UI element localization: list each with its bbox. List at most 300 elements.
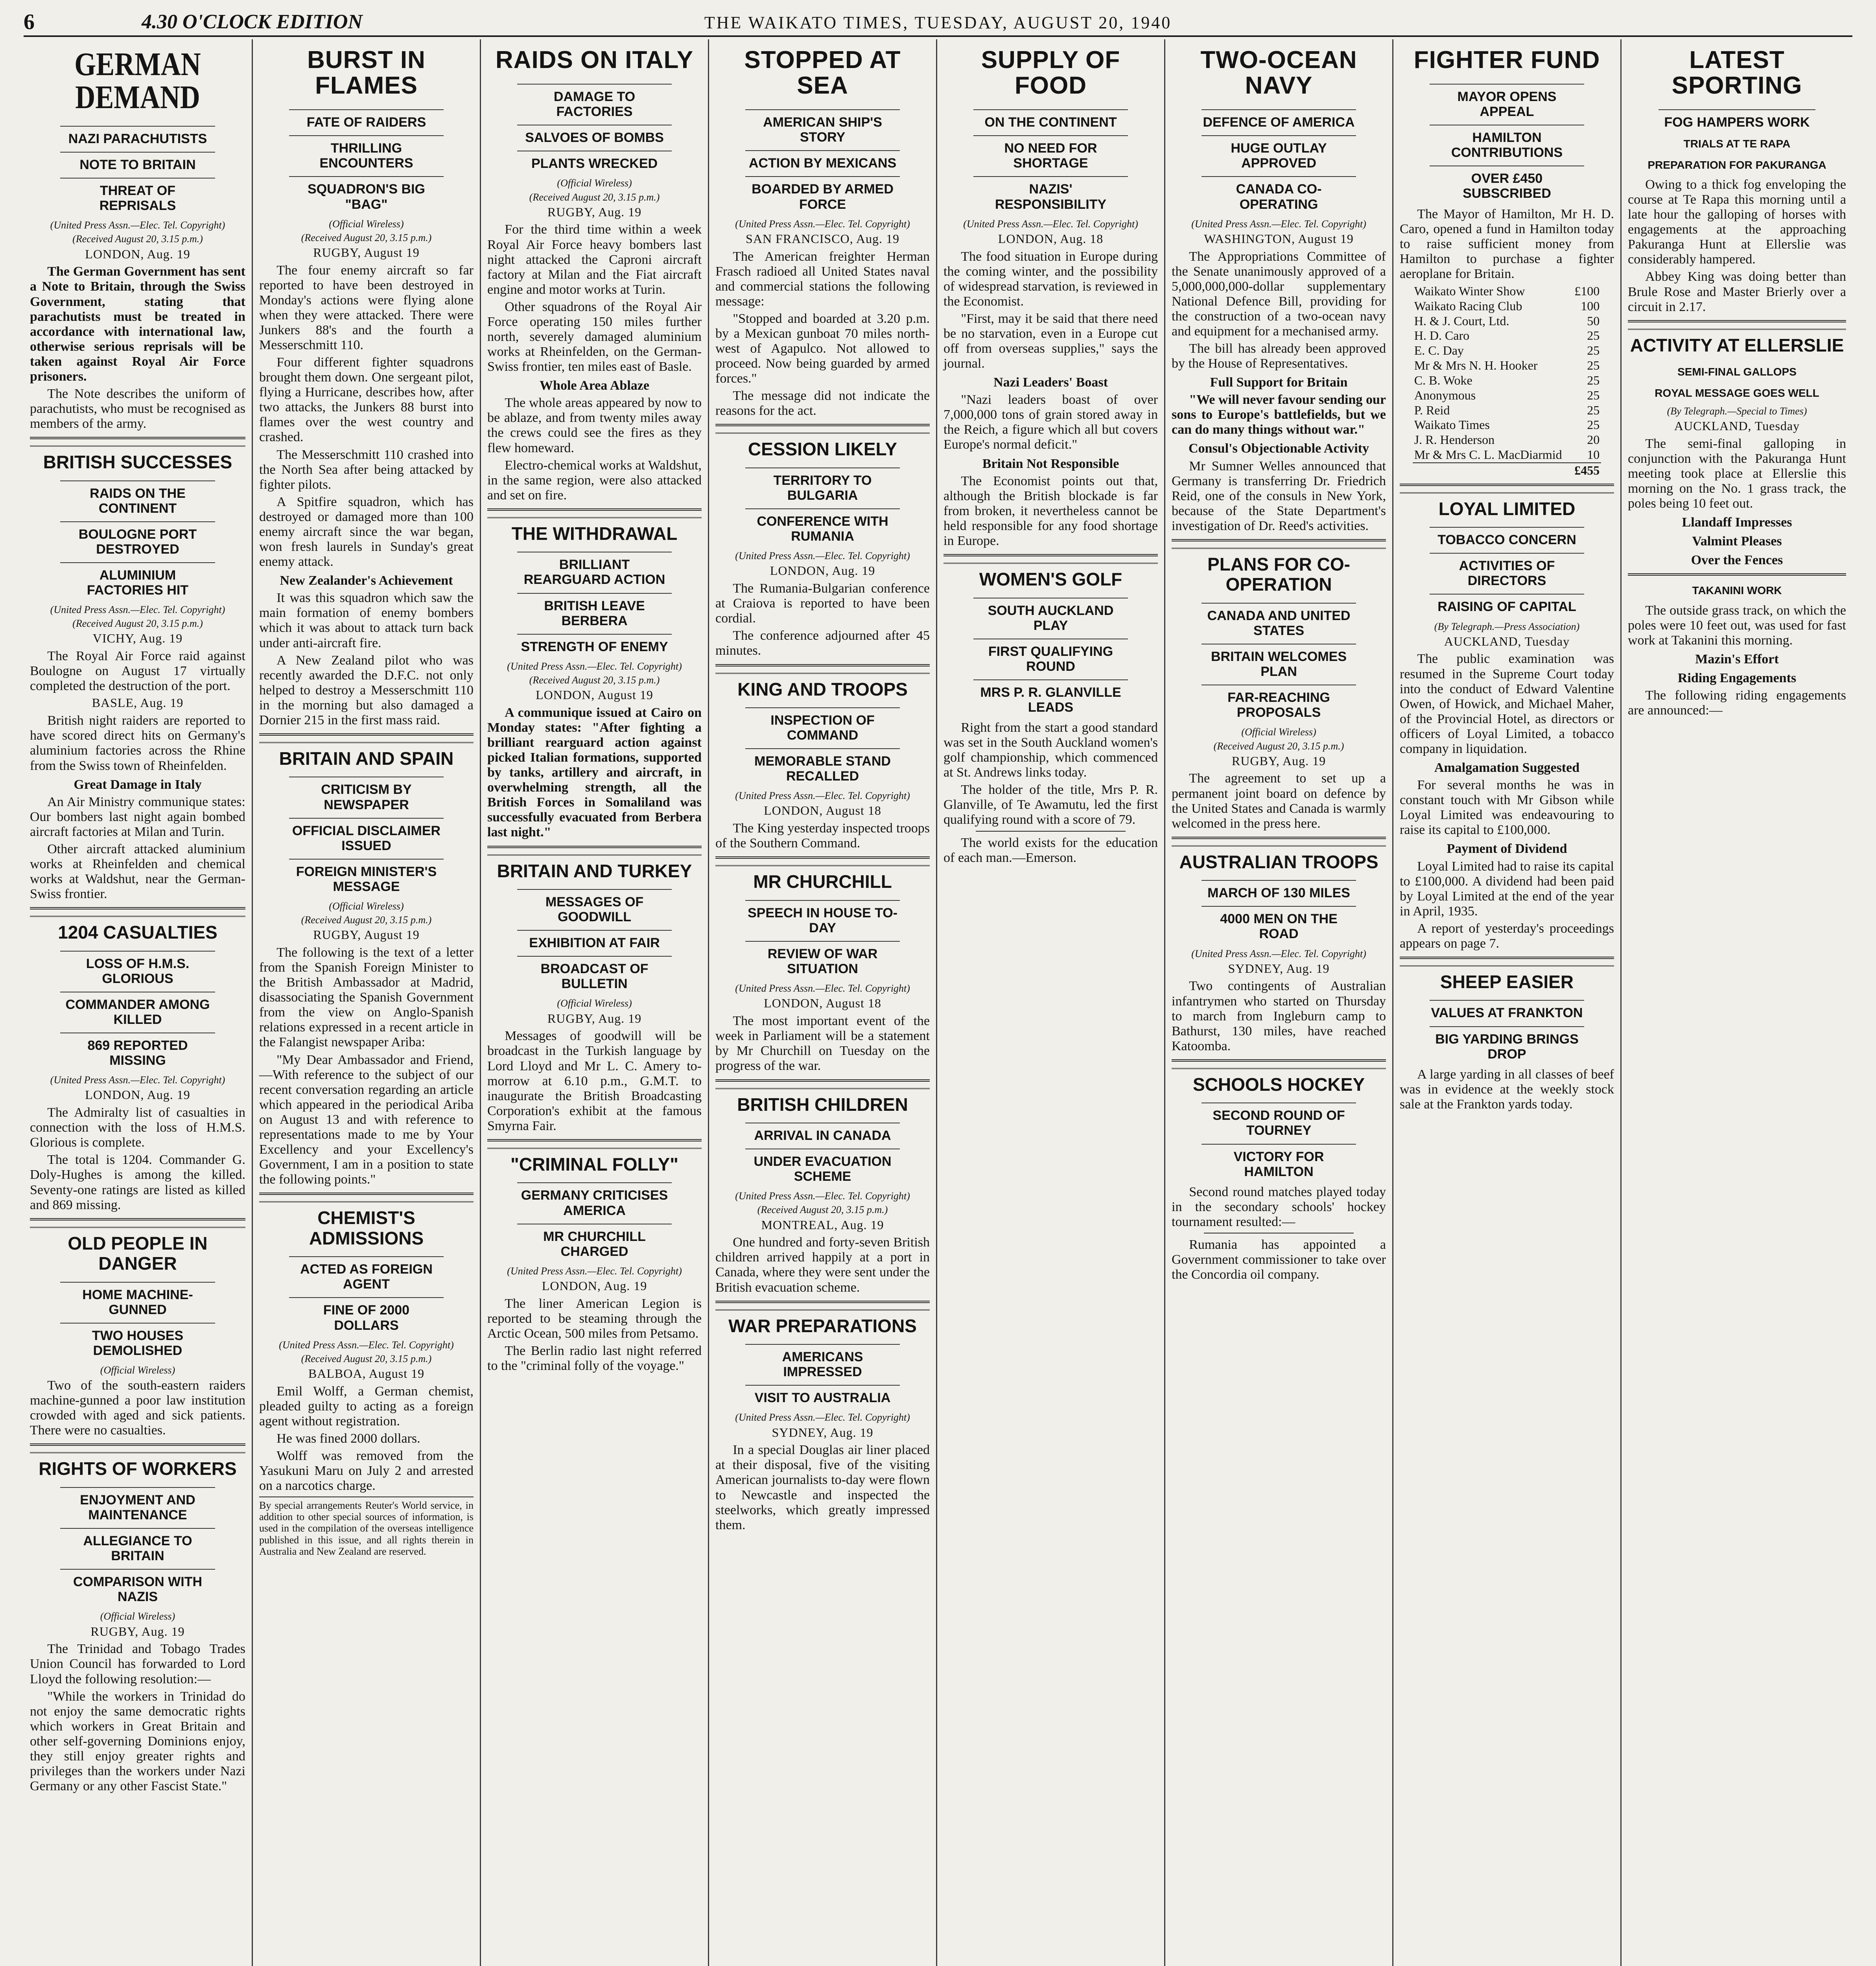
- subscription-amount: 25: [1587, 358, 1600, 373]
- article-paragraph: The public examination was resumed in the Supreme Court today into the conduct of Edward Valentine Owen, of Howick, and Michael Maher, of the Provincial Hotel, as directors or officers of Loyal Limited, a tobacco company in liquidation.: [1400, 652, 1614, 756]
- subhead: BROADCAST OF BULLETIN: [517, 956, 671, 995]
- article-paragraph: Second round matches played today in the secondary schools' hockey tournament resulted:—: [1172, 1184, 1386, 1229]
- article-paragraph: Two of the south-eastern raiders machine-gunned a poor law institution crowded with aged and sick patients. There were no casualties.: [30, 1378, 245, 1438]
- article-paragraph: The message did not indicate the reasons for the act.: [715, 388, 930, 418]
- article-paragraph: The agreement to set up a permanent joint board on defence by the United States and Canada is warmly welcomed in the press here.: [1172, 771, 1386, 831]
- headline-british-successes: BRITISH SUCCESSES: [30, 445, 245, 477]
- subhead: VALUES AT FRANKTON: [1430, 1000, 1584, 1024]
- divider: [487, 846, 702, 848]
- subhead: BRITISH LEAVE BERBERA: [517, 593, 671, 632]
- article-paragraph: The Messerschmitt 110 crashed into the North Sea after being attacked by fighter pilots.: [259, 447, 474, 492]
- article-paragraph: Emil Wolff, a German chemist, pleaded guilty to acting as a foreign agent without registration.: [259, 1384, 474, 1428]
- article-paragraph: Two contingents of Australian infantrymen who started on Thursday to march from Ingleburn camp to Bathurst, 130 miles, have reached Katoomba.: [1172, 979, 1386, 1053]
- article-paragraph: The Trinidad and Tobago Trades Union Council has forwarded to Lord Lloyd the following resolution:—: [30, 1642, 245, 1686]
- subhead: AMERICANS IMPRESSED: [745, 1344, 899, 1383]
- masthead: [24, 8, 1852, 37]
- subhead: DAMAGE TO FACTORIES: [517, 84, 671, 123]
- article-dateline: LONDON, August 18: [764, 803, 881, 818]
- subhead: ACTED AS FOREIGN AGENT: [289, 1256, 443, 1296]
- subscription-amount: 50: [1587, 313, 1600, 328]
- wire-credit: (United Press Assn.—Elec. Tel. Copyright): [963, 218, 1138, 230]
- article-paragraph: The Mayor of Hamilton, Mr H. D. Caro, opened a fund in Hamilton today to raise sufficient money from Hamilton to purchase a fighter aeroplane for Britain.: [1400, 206, 1614, 281]
- divider: [1172, 1059, 1386, 1062]
- article-paragraph: "First, may it be said that there need be no starvation, even in a Europe cut off from overseas supplies," says the journal.: [944, 311, 1158, 371]
- subscription-row: [1413, 403, 1601, 418]
- wire-credit: (United Press Assn.—Elec. Tel. Copyright): [50, 1074, 225, 1086]
- article-paragraph: "While the workers in Trinidad do not enjoy the same democratic rights which workers in Great Britain and other self-governing Dominions enjoy, they still enjoy greater rights and privileges than the workers under Nazi Germany or any other Fascist State.": [30, 1689, 245, 1794]
- section-subhead: Consul's Objectionable Activity: [1188, 441, 1369, 456]
- headline-war-preparations: WAR PREPARATIONS: [715, 1309, 930, 1340]
- subscriber-name: H. D. Caro: [1414, 328, 1470, 343]
- subhead: NAZIS' RESPONSIBILITY: [973, 176, 1128, 215]
- section-subhead: Payment of Dividend: [1447, 841, 1567, 856]
- article-paragraph: It was this squadron which saw the main formation of enemy bombers which it was about to attack turn back under anti-aircraft fire.: [259, 591, 474, 650]
- subhead: BRILLIANT REARGUARD ACTION: [517, 552, 671, 591]
- received-time: (Received August 20, 3.15 p.m.): [529, 674, 660, 686]
- subhead: MRS P. R. GLANVILLE LEADS: [973, 679, 1128, 719]
- wire-credit: (United Press Assn.—Elec. Tel. Copyright): [735, 550, 910, 562]
- divider: [487, 1139, 702, 1141]
- subscription-row: [1413, 433, 1601, 447]
- section-subhead: Amalgamation Suggested: [1434, 760, 1580, 775]
- column-5: [936, 39, 1164, 1966]
- subhead: CONFERENCE WITH RUMANIA: [745, 508, 899, 548]
- column-7: [1392, 39, 1620, 1966]
- subhead: GERMANY CRITICISES AMERICA: [517, 1182, 671, 1222]
- received-time: (Received August 20, 3.15 p.m.): [301, 914, 432, 926]
- divider: [30, 1443, 245, 1446]
- article-paragraph: He was fined 2000 dollars.: [276, 1431, 420, 1446]
- subscriber-name: Waikato Times: [1414, 418, 1490, 432]
- article-paragraph: Abbey King was doing better than Brule Rose and Master Brierly over a circuit in 2.17.: [1628, 269, 1846, 314]
- subscription-row: [1413, 314, 1601, 329]
- subhead: CRITICISM BY NEWSPAPER: [289, 777, 443, 816]
- headline-schools-hockey: SCHOOLS HOCKEY: [1172, 1068, 1386, 1099]
- article-paragraph: The bill has already been approved by the House of Representatives.: [1172, 341, 1386, 371]
- article-paragraph: The Royal Air Force raid against Boulogne on August 17 virtually completed the destruction of the port.: [30, 649, 245, 694]
- subscription-row: [1413, 284, 1601, 299]
- headline-stopped-at-sea: STOPPED AT SEA: [744, 46, 901, 99]
- received-time: (Received August 20, 3.15 p.m.): [301, 1353, 432, 1364]
- divider: [976, 831, 1126, 832]
- article-dateline: SAN FRANCISCO, Aug. 19: [746, 231, 899, 246]
- article-paragraph: The American freighter Herman Frasch radioed all United States naval and commercial stations the following message:: [715, 249, 930, 309]
- article-paragraph: Four different fighter squadrons brought them down. One sergeant pilot, flying a Hurricane, describes how, after two attacks, the Junkers 88 burst into flames over the west country and crashed.: [259, 355, 474, 445]
- subhead: THREAT OF REPRISALS: [60, 178, 216, 217]
- article-paragraph: The liner American Legion is reported to be steaming through the Arctic Ocean, 500 miles from Petsamo.: [487, 1296, 702, 1341]
- article-paragraph: In a special Douglas air liner placed at their disposal, five of the visiting American journalists to-day were flown to Newcastle and inspected the steelworks, which greatly impressed them.: [715, 1443, 930, 1532]
- divider: [715, 1301, 930, 1303]
- headline-burst-in-flames: BURST IN FLAMES: [307, 46, 426, 99]
- divider: [715, 1079, 930, 1082]
- article-paragraph: The Rumania-Bulgarian conference at Craiova is reported to have been cordial.: [715, 581, 930, 626]
- article-paragraph: The semi-final galloping in conjunction with the Pakuranga Hunt meeting took place at Ellerslie this morning on the No. 1 grass track, the poles being 10 feet out.: [1628, 436, 1846, 511]
- article-dateline: RUGBY, Aug. 19: [547, 204, 642, 219]
- article-dateline: RUGBY, Aug. 19: [1231, 753, 1326, 768]
- article-paragraph: "My Dear Ambassador and Friend,—With reference to the subject of our recent conversation regarding an article which appeared in the periodical Ariba on August 13 and with reference to representations made to me by Your Excellency and your Excellency's Government, I am in a position to state the following points.": [259, 1052, 474, 1187]
- wire-credit: (United Press Assn.—Elec. Tel. Copyright): [735, 218, 910, 230]
- received-time: (Received August 20, 3.15 p.m.): [529, 191, 660, 203]
- subhead: MESSAGES OF GOODWILL: [517, 889, 671, 928]
- article-dateline: RUGBY, August 19: [313, 245, 420, 260]
- wireless-credit: (Official Wireless): [329, 900, 404, 912]
- wireless-credit: (Official Wireless): [557, 998, 632, 1009]
- subhead: VISIT TO AUSTRALIA: [745, 1385, 899, 1409]
- subhead: BOARDED BY ARMED FORCE: [745, 176, 899, 215]
- footnote: By special arrangements Reuter's World service, in addition to other special sources of information, is used in the compilation of the overseas intelligence published in this issue, and all rights therein in Australia and New Zealand are reserved.: [259, 1497, 474, 1557]
- article-paragraph: The food situation in Europe during the coming winter, and the possibility of widespread starvation, is reviewed in the Economist.: [944, 249, 1158, 309]
- subhead: TWO HOUSES DEMOLISHED: [60, 1323, 216, 1362]
- headline-king-and-troops: KING AND TROOPS: [715, 673, 930, 704]
- subhead: PLANTS WRECKED: [517, 151, 671, 175]
- headline-britain-and-turkey: BRITAIN AND TURKEY: [487, 854, 702, 885]
- subscription-amount: 25: [1587, 418, 1600, 432]
- subscription-row: [1413, 418, 1601, 433]
- subhead: DEFENCE OF AMERICA: [1202, 109, 1356, 134]
- subscriber-name: Anonymous: [1414, 388, 1476, 402]
- article-dateline: VICHY, Aug. 19: [92, 631, 183, 646]
- section-subhead: Riding Engagements: [1677, 671, 1797, 686]
- article-paragraph: The conference adjourned after 45 minutes.: [715, 628, 930, 658]
- article-paragraph: Other squadrons of the Royal Air Force operating 150 miles further north, severely damaged aluminium works at Rheinfelden, on the German-Swiss frontier, ten miles east of Basle.: [487, 299, 702, 374]
- section-subhead: Britain Not Responsible: [982, 456, 1119, 471]
- headline-womens-golf: WOMEN'S GOLF: [944, 563, 1158, 594]
- subhead: SPEECH IN HOUSE TO-DAY: [745, 900, 899, 939]
- wire-credit: (United Press Assn.—Elec. Tel. Copyright): [735, 790, 910, 802]
- article-dateline: BASLE, Aug. 19: [92, 696, 184, 710]
- wire-credit: (United Press Assn.—Elec. Tel. Copyright): [735, 983, 910, 994]
- subhead: ON THE CONTINENT: [973, 109, 1128, 134]
- subscription-total: £455: [1572, 463, 1601, 478]
- headline-latest-sporting: LATEST SPORTING: [1671, 46, 1802, 99]
- wireless-credit: (Official Wireless): [1241, 726, 1316, 738]
- article-paragraph: Owing to a thick fog enveloping the course at Te Rapa this morning until a late hour the galloping of horses with engagements at the approaching Pakuranga Hunt at Ellerslie was considerably hampered.: [1628, 177, 1846, 267]
- headline-criminal-folly: "CRIMINAL FOLLY": [487, 1148, 702, 1179]
- wire-credit: (United Press Assn.—Elec. Tel. Copyright): [1191, 218, 1366, 230]
- subhead: FIRST QUALIFYING ROUND: [973, 639, 1128, 678]
- headline-british-children: BRITISH CHILDREN: [715, 1088, 930, 1119]
- divider: [487, 508, 702, 511]
- subscription-row: [1413, 358, 1601, 373]
- article-paragraph: The total is 1204. Commander G. Doly-Hughes is among the killed. Seventy-one ratings are listed as killed and 869 missing.: [30, 1152, 245, 1212]
- subhead: ALUMINIUM FACTORIES HIT: [60, 562, 216, 602]
- subhead: MR CHURCHILL CHARGED: [517, 1224, 671, 1263]
- subhead: NO NEED FOR SHORTAGE: [973, 135, 1128, 175]
- headline-activity-at-ellerslie: ACTIVITY AT ELLERSLIE: [1628, 329, 1846, 360]
- subhead: COMMANDER AMONG KILLED: [60, 992, 216, 1031]
- wire-credit: (United Press Assn.—Elec. Tel. Copyright): [507, 660, 682, 672]
- subscription-list: [1413, 284, 1601, 478]
- subscription-amount: 25: [1587, 388, 1600, 402]
- subhead: SQUADRON'S BIG "BAG": [289, 176, 443, 215]
- article-dateline: SYDNEY, Aug. 19: [772, 1425, 874, 1440]
- subhead: FINE OF 2000 DOLLARS: [289, 1297, 443, 1336]
- subscription-amount: 25: [1587, 403, 1600, 417]
- article-paragraph: Other aircraft attacked aluminium works at Rheinfelden and chemical works at Waldshut, near the German-Swiss frontier.: [30, 841, 245, 902]
- headline-cession-likely: CESSION LIKELY: [715, 433, 930, 464]
- headline-takanini-work: TAKANINI WORK: [1692, 584, 1782, 597]
- article-paragraph: For the third time within a week Royal Air Force heavy bombers last night attacked the Caproni aircraft factory at Milan and the Fiat aircraft engine and motor works at Turin.: [487, 222, 702, 297]
- headline-two-ocean-navy: TWO-OCEAN NAVY: [1200, 46, 1357, 99]
- edition-label: 4.30 O'CLOCK EDITION: [142, 11, 363, 33]
- column-4: [708, 39, 936, 1966]
- subhead: ACTIVITIES OF DIRECTORS: [1430, 553, 1584, 592]
- section-subhead: Full Support for Britain: [1210, 375, 1348, 390]
- subscriber-name: Waikato Winter Show: [1414, 283, 1525, 298]
- divider: [1628, 573, 1846, 576]
- subscription-amount: 100: [1581, 298, 1600, 313]
- wire-credit: (United Press Assn.—Elec. Tel. Copyright): [735, 1190, 910, 1202]
- headline-german-demand: GERMAN DEMAND: [74, 46, 201, 116]
- article-paragraph: Electro-chemical works at Waldshut, in the same region, were also attacked and set on fire.: [487, 458, 702, 503]
- total-label-cell: [1413, 463, 1572, 478]
- subhead: PREPARATION FOR PAKURANGA: [1647, 158, 1826, 171]
- subscriber-name: Mr & Mrs C. L. MacDiarmid: [1414, 447, 1562, 462]
- headline-sheep-easier: SHEEP EASIER: [1400, 965, 1614, 996]
- article-paragraph: The Economist points out that, although the British blockade is far from broken, it nevertheless cannot be held responsible for any food shortage in Europe.: [944, 473, 1158, 548]
- subscriber-name: J. R. Henderson: [1414, 433, 1495, 447]
- subhead: BRITAIN WELCOMES PLAN: [1202, 644, 1356, 683]
- wireless-credit: (Official Wireless): [100, 1611, 175, 1622]
- subhead: SOUTH AUCKLAND PLAY: [973, 598, 1128, 637]
- divider: [1172, 539, 1386, 541]
- received-time: (Received August 20, 3.15 p.m.): [301, 232, 432, 243]
- headline-plans-for-cooperation: PLANS FOR CO-OPERATION: [1172, 548, 1386, 599]
- subscription-row: [1413, 373, 1601, 388]
- article-dateline: LONDON, Aug. 18: [998, 231, 1104, 246]
- article-paragraph: For several months he was in constant touch with Mr Gibson while Loyal Limited was endeavouring to raise its capital to £100,000.: [1400, 778, 1614, 838]
- article-lede: The German Government has sent a Note to Britain, through the Swiss Government, stating that parachutists must be treated in accordance with international law, otherwise serious reprisals will be taken against Royal Air Force prisoners.: [30, 264, 245, 384]
- section-subhead: Mazin's Effort: [1695, 652, 1779, 667]
- subhead: CANADA AND UNITED STATES: [1202, 603, 1356, 642]
- article-paragraph: "We will never favour sending our sons to Europe's battlefields, but we can do many things without war.": [1172, 392, 1386, 437]
- article-dateline: LONDON, Aug. 19: [542, 1278, 647, 1293]
- article-paragraph: The whole areas appeared by now to be ablaze, and from twenty miles away the crews could see the fires as they flew homeward.: [487, 396, 702, 455]
- divider: [1172, 837, 1386, 839]
- subhead: EXHIBITION AT FAIR: [517, 930, 671, 954]
- subscription-row: [1413, 328, 1601, 343]
- section-subhead: Great Damage in Italy: [74, 777, 202, 792]
- subscriber-name: Mr & Mrs N. H. Hooker: [1414, 358, 1538, 373]
- article-dateline: RUGBY, August 19: [313, 928, 420, 942]
- subhead: MEMORABLE STAND RECALLED: [745, 748, 899, 788]
- subhead: FATE OF RAIDERS: [289, 109, 443, 134]
- column-3: [480, 39, 708, 1966]
- received-time: (Received August 20, 3.15 p.m.): [72, 618, 203, 630]
- article-dateline: WASHINGTON, August 19: [1204, 231, 1354, 246]
- article-dateline: MONTREAL, Aug. 19: [761, 1217, 884, 1232]
- subhead: MARCH OF 130 MILES: [1202, 880, 1356, 904]
- subscription-row: [1413, 447, 1601, 463]
- subscription-row: [1413, 299, 1601, 314]
- wire-credit: (United Press Assn.—Elec. Tel. Copyright): [50, 219, 225, 231]
- subhead: INSPECTION OF COMMAND: [745, 707, 899, 747]
- subhead: BIG YARDING BRINGS DROP: [1430, 1026, 1584, 1066]
- subhead: REVIEW OF WAR SITUATION: [745, 941, 899, 980]
- article-paragraph: The King yesterday inspected troops of the Southern Command.: [715, 821, 930, 851]
- headline-rights-of-workers: RIGHTS OF WORKERS: [30, 1452, 245, 1483]
- subhead: BOULOGNE PORT DESTROYED: [60, 521, 216, 561]
- divider: [944, 554, 1158, 556]
- wire-credit: (United Press Assn.—Elec. Tel. Copyright): [735, 1412, 910, 1423]
- article-paragraph: "Nazi leaders boast of over 7,000,000 tons of grain stored away in the Reich, a figure which all but covers Europe's normal deficit.": [944, 392, 1158, 452]
- divider: [715, 664, 930, 666]
- divider: [1400, 957, 1614, 959]
- subhead: TOBACCO CONCERN: [1430, 527, 1584, 551]
- subhead: RAISING OF CAPITAL: [1430, 594, 1584, 618]
- received-time: (Received August 20, 3.15 p.m.): [757, 1204, 888, 1216]
- telegraph-credit: (By Telegraph.—Press Association): [1434, 620, 1580, 632]
- article-paragraph: The most important event of the week in Parliament will be a statement by Mr Churchill on Tuesday on the progress of the war.: [715, 1014, 930, 1073]
- subscriber-name: Waikato Racing Club: [1414, 298, 1522, 313]
- article-paragraph: The following riding engagements are announced:—: [1628, 688, 1846, 718]
- article-paragraph: The Appropriations Committee of the Senate unanimously approved of a 5,000,000,000-dollar supplementary National Defence Bill, providing for the construction of a two-ocean navy and equipment for a mechanised army.: [1172, 249, 1386, 339]
- subhead: NOTE TO BRITAIN: [60, 152, 216, 176]
- article-dateline: LONDON, Aug. 19: [770, 563, 875, 578]
- subscription-amount: £100: [1574, 283, 1600, 298]
- subhead: 869 REPORTED MISSING: [60, 1033, 216, 1072]
- masthead-dateline: THE WAIKATO TIMES, TUESDAY, AUGUST 20, 1940: [704, 13, 1172, 32]
- section-subhead: Whole Area Ablaze: [540, 378, 649, 393]
- subscription-amount: 25: [1587, 373, 1600, 387]
- article-dateline: LONDON, August 19: [536, 687, 653, 702]
- subhead: ACTION BY MEXICANS: [745, 150, 899, 175]
- column-2: [252, 39, 480, 1966]
- section-subhead: Valmint Pleases: [1692, 534, 1782, 549]
- subscriber-name: E. C. Day: [1414, 343, 1464, 358]
- article-paragraph: The Admiralty list of casualties in connection with the loss of H.M.S. Glorious is complete.: [30, 1105, 245, 1150]
- subhead: FOG HAMPERS WORK: [1659, 109, 1816, 134]
- subhead: TRIALS AT TE RAPA: [1683, 138, 1791, 150]
- article-paragraph: The outside grass track, on which the poles were 10 feet out, was used for fast work at Takanini this morning.: [1628, 603, 1846, 648]
- column-8: [1620, 39, 1852, 1966]
- subscription-amount: 10: [1587, 447, 1600, 462]
- wireless-credit: (Official Wireless): [557, 177, 632, 189]
- column-1: [24, 39, 252, 1966]
- headline-the-withdrawal: THE WITHDRAWAL: [487, 517, 702, 548]
- subhead: RAIDS ON THE CONTINENT: [60, 480, 216, 520]
- article-paragraph: Messages of goodwill will be broadcast in the Turkish language by Lord Lloyd and Mr L. C. Amery to-morrow at 6.10 p.m., G.M.T. to inaugurate the British Broadcasting Corporation's exhibit at the famous Smyrna Fair.: [487, 1029, 702, 1133]
- subhead: ARRIVAL IN CANADA: [745, 1123, 899, 1147]
- headline-loyal-limited: LOYAL LIMITED: [1400, 492, 1614, 523]
- article-paragraph: The four enemy aircraft so far reported to have been destroyed in Monday's actions were flying alone when they were attacked. There were Junkers 88's and the fourth a Messerschmitt 110.: [259, 263, 474, 353]
- subhead: HUGE OUTLAY APPROVED: [1202, 135, 1356, 175]
- subhead: LOSS OF H.M.S. GLORIOUS: [60, 951, 216, 990]
- divider: [30, 1218, 245, 1220]
- subscription-row: [1413, 343, 1601, 358]
- article-paragraph: Loyal Limited had to raise its capital to £100,000. A dividend had been paid by Loyal Limited at the end of the year in April, 1935.: [1400, 859, 1614, 919]
- subhead: SEMI-FINAL GALLOPS: [1677, 366, 1797, 378]
- headline-raids-on-italy: RAIDS ON ITALY: [495, 46, 694, 74]
- subscription-total-row: [1413, 463, 1601, 478]
- subhead: HOME MACHINE-GUNNED: [60, 1282, 216, 1321]
- article-paragraph: The following is the text of a letter from the Spanish Foreign Minister to the British Ambassador at Madrid, disassociating the Spanish Government from the view on Anglo-Spanish relations expressed in a recent article in the Falangist newspaper Ariba:: [259, 945, 474, 1050]
- headline-supply-of-food: SUPPLY OF FOOD: [981, 46, 1120, 99]
- article-paragraph: An Air Ministry communique states: Our bombers last night again bombed aircraft factories at Milan and Turin.: [30, 794, 245, 839]
- subhead: ALLEGIANCE TO BRITAIN: [60, 1528, 216, 1567]
- divider: [259, 1193, 474, 1195]
- headline-old-people: OLD PEOPLE IN DANGER: [30, 1227, 245, 1278]
- subscription-amount: 25: [1587, 343, 1600, 358]
- article-paragraph: The Berlin radio last night referred to the "criminal folly of the voyage.": [487, 1343, 702, 1373]
- telegraph-credit: (By Telegraph.—Special to Times): [1667, 405, 1807, 417]
- article-dateline: RUGBY, Aug. 19: [90, 1624, 185, 1638]
- article-paragraph: "Stopped and boarded at 3.20 p.m. by a Mexican gunboat 70 miles north-west of Agapulco. Not allowed to proceed. Now being guarded by armed forces.": [715, 311, 930, 386]
- received-time: (Received August 20, 3.15 p.m.): [72, 233, 203, 245]
- article-paragraph: Mr Sumner Welles announced that Germany is transferring Dr. Friedrich Reid, one of the consuls in New York, because of the State Department's investigation of Dr. Reed's activities.: [1172, 458, 1386, 533]
- article-paragraph: The holder of the title, Mrs P. R. Glanville, of Te Awamutu, led the first qualifying round with a score of 79.: [944, 782, 1158, 827]
- article-paragraph: A large yarding in all classes of beef was in evidence at the weekly stock sale at the Frankton yards today.: [1400, 1067, 1614, 1112]
- headline-fighter-fund: FIGHTER FUND: [1413, 46, 1600, 74]
- subhead: TERRITORY TO BULGARIA: [745, 468, 899, 507]
- divider: [259, 733, 474, 736]
- subhead: ENJOYMENT AND MAINTENANCE: [60, 1487, 216, 1526]
- wireless-credit: (Official Wireless): [100, 1364, 175, 1376]
- subhead: CANADA CO-OPERATING: [1202, 176, 1356, 215]
- article-dateline: LONDON, Aug. 19: [85, 247, 190, 261]
- wireless-credit: (Official Wireless): [329, 218, 404, 230]
- subhead: THRILLING ENCOUNTERS: [289, 135, 443, 175]
- headline-mr-churchill: MR CHURCHILL: [715, 865, 930, 896]
- headline-casualties: 1204 CASUALTIES: [30, 916, 245, 947]
- wire-credit: (United Press Assn.—Elec. Tel. Copyright): [279, 1339, 454, 1351]
- section-subhead: New Zealander's Achievement: [280, 573, 453, 588]
- article-dateline: RUGBY, Aug. 19: [547, 1011, 642, 1025]
- wire-credit: (United Press Assn.—Elec. Tel. Copyright): [1191, 948, 1366, 959]
- subhead: OVER £450 SUBSCRIBED: [1430, 166, 1584, 205]
- section-subhead: Llandaff Impresses: [1682, 515, 1792, 530]
- subhead: OFFICIAL DISCLAIMER ISSUED: [289, 818, 443, 857]
- subhead: AMERICAN SHIP'S STORY: [745, 109, 899, 149]
- headline-britain-and-spain: BRITAIN AND SPAIN: [259, 742, 474, 773]
- wire-credit: (United Press Assn.—Elec. Tel. Copyright): [507, 1265, 682, 1277]
- article-dateline: AUCKLAND, Tuesday: [1674, 419, 1800, 433]
- article-paragraph: The Note describes the uniform of parachutists, who must be recognised as members of the army.: [30, 386, 245, 431]
- headline-australian-troops: AUSTRALIAN TROOPS: [1172, 845, 1386, 876]
- subhead: COMPARISON WITH NAZIS: [60, 1569, 216, 1608]
- subhead: FAR-REACHING PROPOSALS: [1202, 685, 1356, 724]
- article-paragraph: Wolff was removed from the Yasukuni Maru on July 2 and arrested on a narcotics charge.: [259, 1448, 474, 1493]
- article-paragraph: A report of yesterday's proceedings appears on page 7.: [1400, 921, 1614, 951]
- article-paragraph: Rumania has appointed a Government commissioner to take over the Concordia oil company.: [1172, 1237, 1386, 1282]
- divider: [715, 856, 930, 859]
- quotation: The world exists for the education of each man.—Emerson.: [944, 835, 1158, 865]
- article-paragraph: A New Zealand pilot who was recently awarded the D.F.C. not only helped to destroy a Messerschmitt 110 in the morning but also damaged a Dornier 215 in the first mass raid.: [259, 653, 474, 727]
- column-6: [1164, 39, 1392, 1966]
- subhead: UNDER EVACUATION SCHEME: [745, 1149, 899, 1188]
- divider: [1400, 484, 1614, 486]
- subhead: FOREIGN MINISTER'S MESSAGE: [289, 859, 443, 898]
- section-subhead: Nazi Leaders' Boast: [993, 375, 1108, 390]
- divider: [30, 437, 245, 439]
- article-paragraph: One hundred and forty-seven British children arrived happily at a port in Canada, where they were sent under the British evacuation scheme.: [715, 1235, 930, 1295]
- subhead: MAYOR OPENS APPEAL: [1430, 84, 1584, 123]
- subscription-amount: 25: [1587, 328, 1600, 343]
- subscription-row: [1413, 388, 1601, 403]
- subhead: STRENGTH OF ENEMY: [517, 634, 671, 658]
- article-dateline: AUCKLAND, Tuesday: [1444, 634, 1570, 648]
- divider: [715, 424, 930, 426]
- page-number: 6: [24, 10, 35, 34]
- subscription-amount: 20: [1587, 433, 1600, 447]
- subhead: SECOND ROUND OF TOURNEY: [1202, 1103, 1356, 1142]
- wire-credit: (United Press Assn.—Elec. Tel. Copyright): [50, 604, 225, 616]
- headline-chemists-admissions: CHEMIST'S ADMISSIONS: [259, 1201, 474, 1252]
- article-dateline: SYDNEY, Aug. 19: [1228, 961, 1330, 976]
- divider: [30, 907, 245, 909]
- subhead: SALVOES OF BOMBS: [517, 125, 671, 149]
- article-dateline: LONDON, Aug. 19: [85, 1088, 190, 1102]
